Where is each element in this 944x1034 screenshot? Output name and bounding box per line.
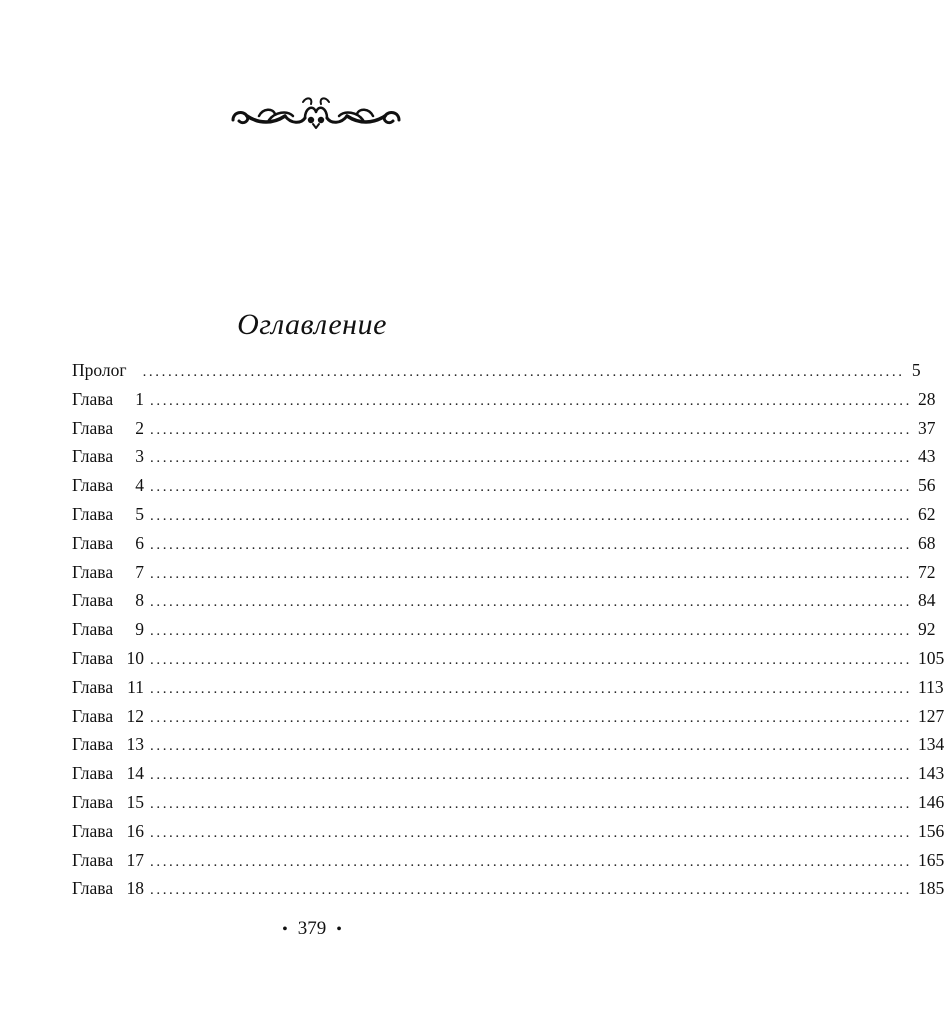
toc-entry-number: 8	[135, 590, 144, 611]
toc-entry-label	[72, 648, 144, 669]
toc-entry	[72, 561, 936, 591]
toc-entry-label	[72, 850, 144, 871]
toc-entry-number: 3	[135, 446, 144, 467]
toc-entry-word: Глава	[72, 561, 114, 582]
toc-entry	[72, 791, 944, 821]
toc-entry	[72, 503, 936, 533]
toc-entry-word: Глава	[72, 532, 114, 553]
toc-entry-number: 14	[126, 763, 144, 784]
toc-entry-word: Глава	[72, 820, 114, 841]
toc-entry-label	[72, 878, 144, 899]
toc-entry-page: 113	[918, 676, 944, 697]
toc-entry-number: 1	[135, 388, 144, 409]
toc-entry-label	[72, 763, 144, 784]
toc-entry-label	[72, 389, 144, 410]
toc-entry	[72, 417, 936, 447]
toc-entry-label	[72, 734, 144, 755]
toc-entry-word: Глава	[72, 676, 114, 697]
toc-entry-page: 62	[918, 503, 936, 524]
toc-entry	[72, 849, 944, 879]
toc-entry-word: Глава	[72, 503, 114, 524]
toc-entry-word: Глава	[72, 388, 114, 409]
folio-bullet-right: •	[336, 921, 342, 938]
toc-dot-leader: ........................................................................................................................	[150, 882, 912, 899]
toc-entry-word: Глава	[72, 475, 114, 496]
toc-entry-word: Глава	[72, 647, 114, 668]
toc-dot-leader: ........................................................................................................................	[150, 795, 912, 812]
toc-dot-leader: ........................................................................................................................	[142, 364, 905, 380]
toc-dot-leader: ........................................................................................................................	[150, 594, 912, 611]
toc-entry	[72, 388, 936, 418]
toc-entry-word: Глава	[72, 619, 114, 640]
toc-entry-number: 17	[126, 849, 144, 870]
toc-entry-word: Глава	[72, 705, 114, 726]
toc-entry-page: 84	[918, 590, 936, 611]
toc-entry-word: Глава	[72, 734, 114, 755]
toc-entry	[72, 763, 944, 792]
toc-entry	[72, 446, 936, 475]
toc-entry-number: 9	[135, 619, 144, 640]
toc-entry-page: 165	[918, 849, 944, 870]
toc-dot-leader: ........................................................................................................................	[150, 623, 912, 640]
toc-entry-word: Глава	[72, 590, 114, 611]
toc-entry-word: Глава	[72, 791, 114, 812]
toc-dot-leader: ........................................................................................................................	[150, 651, 912, 668]
toc-entry-number: 16	[126, 820, 144, 841]
toc-entry	[72, 705, 944, 735]
toc-dot-leader: ........................................................................................................................	[150, 536, 912, 553]
toc-dot-leader: ........................................................................................................................	[150, 421, 912, 438]
toc-entry-page: 68	[918, 532, 936, 553]
toc-dot-leader: ........................................................................................................................	[150, 392, 912, 409]
toc-entry-page: 5	[911, 360, 921, 380]
toc-dot-leader: ........................................................................................................................	[150, 565, 912, 582]
toc-entry-page: 43	[918, 446, 936, 467]
folio-bullet-left: •	[282, 921, 288, 938]
toc-entry-label	[72, 360, 137, 381]
toc-entry-page: 185	[918, 878, 944, 899]
toc-entry-label	[72, 590, 144, 611]
table-of-contents	[72, 360, 944, 907]
toc-entry	[72, 820, 944, 850]
toc-dot-leader: ........................................................................................................................	[150, 507, 912, 524]
toc-entry-page: 156	[918, 820, 944, 841]
toc-entry-word: Глава	[72, 849, 114, 870]
toc-entry-page: 28	[918, 388, 936, 409]
toc-entry-label	[72, 619, 144, 640]
toc-entry-number: 5	[135, 503, 144, 524]
toc-entry-page: 127	[918, 705, 944, 726]
toc-dot-leader: ........................................................................................................................	[150, 450, 912, 467]
toc-entry-label	[72, 677, 144, 698]
page-number	[0, 918, 624, 940]
toc-entry-number: 10	[126, 647, 144, 668]
toc-entry-number: 11	[127, 676, 144, 697]
toc-entry-number: 6	[135, 532, 144, 553]
toc-entry-word: Глава	[72, 763, 114, 784]
toc-dot-leader: ........................................................................................................................	[150, 853, 912, 870]
toc-dot-leader: ........................................................................................................................	[150, 824, 912, 841]
toc-dot-leader: ........................................................................................................................	[150, 767, 912, 784]
decorative-flourish-icon	[229, 94, 403, 130]
toc-entry	[72, 676, 944, 706]
toc-entry	[72, 619, 936, 648]
toc-entry-number: 4	[135, 475, 144, 496]
toc-dot-leader: ........................................................................................................................	[150, 738, 912, 755]
toc-entry-label	[72, 446, 144, 467]
toc-entry-label	[72, 475, 144, 496]
toc-entry-number: 18	[126, 878, 144, 899]
toc-dot-leader: ........................................................................................................................	[150, 680, 912, 697]
toc-entry	[72, 360, 921, 389]
toc-entry-word: Глава	[72, 446, 114, 467]
toc-entry-number: 2	[135, 417, 144, 438]
toc-entry	[72, 475, 936, 504]
toc-entry	[72, 647, 944, 677]
toc-entry	[72, 532, 936, 562]
toc-entry-label	[72, 706, 144, 727]
toc-dot-leader: ........................................................................................................................	[150, 479, 912, 496]
toc-entry	[72, 590, 936, 619]
toc-entry-page: 37	[918, 417, 936, 438]
toc-entry-number: 13	[126, 734, 144, 755]
toc-entry-label	[72, 504, 144, 525]
toc-entry-page: 56	[918, 475, 936, 496]
toc-entry-number: 7	[135, 561, 144, 582]
toc-entry-word: Глава	[72, 417, 114, 438]
toc-entry	[72, 734, 944, 763]
toc-entry-page: 146	[918, 791, 944, 812]
toc-entry-label	[72, 418, 144, 439]
toc-entry-label	[72, 821, 144, 842]
page-title: Оглавление	[237, 308, 387, 341]
toc-entry-page: 92	[918, 619, 936, 640]
toc-entry-page: 72	[918, 561, 936, 582]
toc-entry-word: Пролог	[72, 360, 127, 380]
toc-entry-number: 12	[126, 705, 144, 726]
toc-entry-number: 15	[126, 791, 144, 812]
toc-entry-label	[72, 562, 144, 583]
folio-number: 379	[297, 918, 327, 939]
toc-entry-label	[72, 533, 144, 554]
toc-entry-page: 105	[918, 647, 944, 668]
toc-entry	[72, 878, 944, 907]
toc-entry-word: Глава	[72, 878, 114, 899]
toc-entry-page: 143	[918, 763, 944, 784]
toc-dot-leader: ........................................................................................................................	[150, 709, 912, 726]
toc-entry-page: 134	[918, 734, 944, 755]
toc-entry-label	[72, 792, 144, 813]
